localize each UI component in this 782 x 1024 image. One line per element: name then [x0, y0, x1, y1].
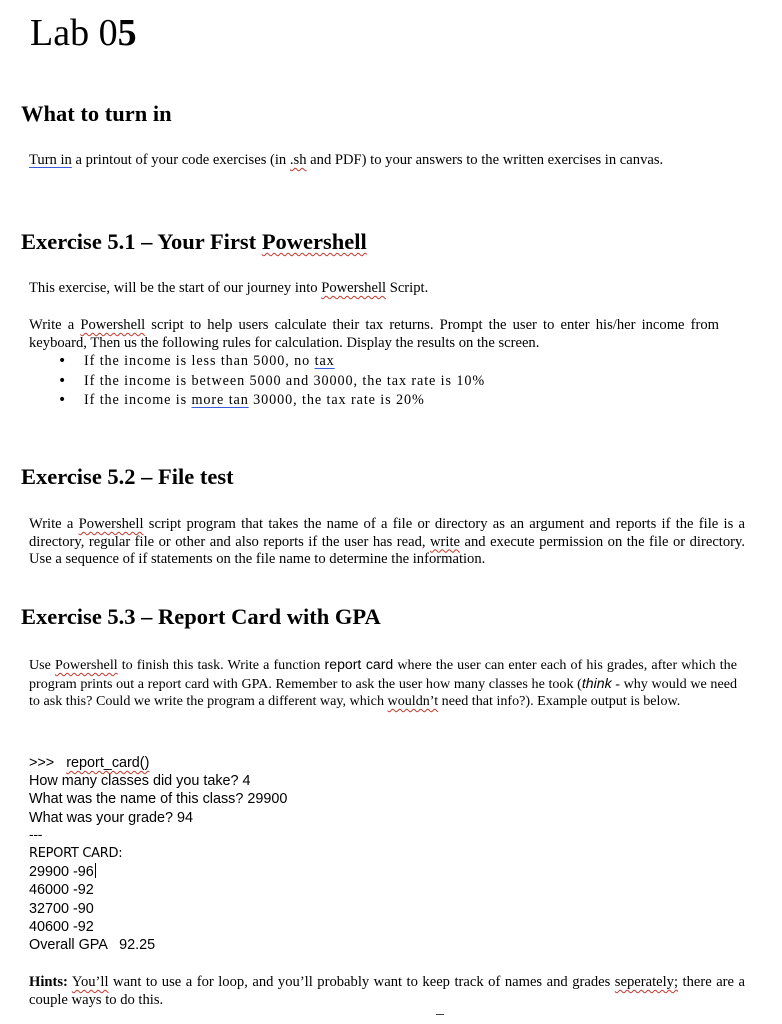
ex3-wouldnt: wouldn’t	[387, 693, 439, 710]
ex1-intro-a: This exercise, will be the start of our journey into	[29, 280, 322, 296]
tax-rule-1-text: If the income is less than 5000, no	[84, 353, 315, 369]
ex1-para-a: Write a	[29, 317, 81, 333]
code-line-6: REPORT CARD:	[29, 846, 123, 862]
ex2-paragraph	[29, 516, 745, 569]
turn-in-link[interactable]: Turn in	[29, 152, 72, 168]
tax-rule-3-text-a: If the income is	[84, 392, 192, 408]
ex3-para-a: Use	[29, 657, 56, 673]
ex3-para-word: Powershell	[55, 657, 118, 673]
code-line-5: ---	[29, 827, 43, 843]
tax-rules-list	[58, 352, 718, 411]
code-call: report_card()	[66, 755, 150, 771]
ex1-intro-word: Powershell	[321, 280, 387, 296]
ex3-paragraph	[29, 656, 737, 711]
ex2-para-word: Powershell	[78, 516, 144, 532]
sh-extension: .sh	[289, 152, 307, 168]
code-line-8: 46000 -92	[29, 882, 94, 899]
tax-rule-3-word: more tan	[191, 392, 249, 408]
turn-in-paragraph	[21, 152, 714, 170]
ex2-para-a: Write a	[29, 516, 79, 532]
code-line-9: 32700 -90	[29, 900, 94, 917]
tax-rule-3	[58, 391, 718, 411]
ex3-para-c: where the user can enter each of his grades, after which the program prints out a report card with GPA. Remember to ask the user how many classes he took (	[29, 657, 737, 692]
ex2-para-word2: write	[430, 533, 461, 550]
tax-rule-2: • If the income is between 5000 and 30000, the tax rate is 10%	[58, 372, 718, 392]
code-line-7-text: 29900 -96	[29, 864, 94, 881]
code-line-3: What was the name of this class? 29900	[29, 791, 288, 808]
lab-title-number: 5	[117, 12, 137, 54]
ex3-func-name: report card	[324, 656, 394, 672]
hints-paragraph	[29, 974, 745, 1009]
code-prompt: >>>	[29, 755, 67, 771]
ex3-para-e: need that info?). Example output is below.	[438, 693, 681, 710]
exercise-5-1-heading	[21, 228, 367, 256]
hints-label: Hints:	[29, 974, 68, 990]
hints-text-b: want to use a for loop, and you’ll probably want to keep track of names and grades	[108, 974, 615, 990]
ex2-para-c: and execute permission on the file or directory. Use a sequence of if statements on the file name to determine the information.	[29, 533, 746, 568]
ex1-para-word: Powershell	[80, 317, 146, 333]
ex3-para-b: to finish this task. Write a function	[117, 657, 325, 673]
ex1-intro	[29, 280, 719, 298]
example-output	[29, 754, 287, 954]
lab-title-prefix: Lab 0	[30, 12, 118, 54]
ex1-heading-word: Powershell	[261, 229, 367, 254]
code-line-1	[29, 754, 287, 772]
tax-rule-1-word: tax	[314, 353, 335, 369]
ex1-intro-b: Script.	[386, 280, 429, 296]
ex1-para-b: script to help users calculate their tax returns. Prompt the user to enter his/her income from keyboard, Then us the following rules for calculation. Display the results on the screen.	[29, 317, 719, 351]
page-edge-mark	[436, 1014, 444, 1015]
hints-youll: You’ll	[71, 974, 109, 990]
turn-in-heading: What to turn in	[21, 101, 172, 126]
code-line-2: How many classes did you take? 4	[29, 773, 251, 790]
lab-title	[30, 10, 137, 56]
ex1-heading-prefix: Exercise 5.1 – Your First	[21, 229, 262, 254]
code-line-4: What was your grade? 94	[29, 809, 193, 826]
ex1-paragraph	[29, 317, 719, 352]
turn-in-text-b: and PDF) to your answers to the written exercises in canvas.	[306, 152, 664, 168]
code-line-10: 40600 -92	[29, 918, 94, 935]
exercise-5-2-heading: Exercise 5.2 – File test	[21, 464, 234, 489]
tax-rule-3-text-b: 30000, the tax rate is 20%	[248, 392, 425, 408]
ex3-think: think	[581, 674, 612, 691]
hints-seperately: seperately;	[614, 974, 679, 990]
code-line-7	[29, 863, 287, 881]
text-caret	[95, 863, 96, 878]
ex2-para-b: script program that takes the name of a file or directory as an argument and reports if the file is a directory, regular file or other and also reports if the user has read,	[29, 516, 745, 550]
tax-rule-1	[58, 352, 718, 372]
ex3-para-d: - why would we need to ask this? Could we write the program a different way, which	[29, 675, 737, 710]
code-line-11: Overall GPA 92.25	[29, 937, 156, 954]
hints-text-c: there are a couple ways to do this.	[29, 974, 745, 1008]
exercise-5-3-heading: Exercise 5.3 – Report Card with GPA	[21, 604, 381, 629]
turn-in-text-a: a printout of your code exercises (in	[71, 152, 290, 168]
